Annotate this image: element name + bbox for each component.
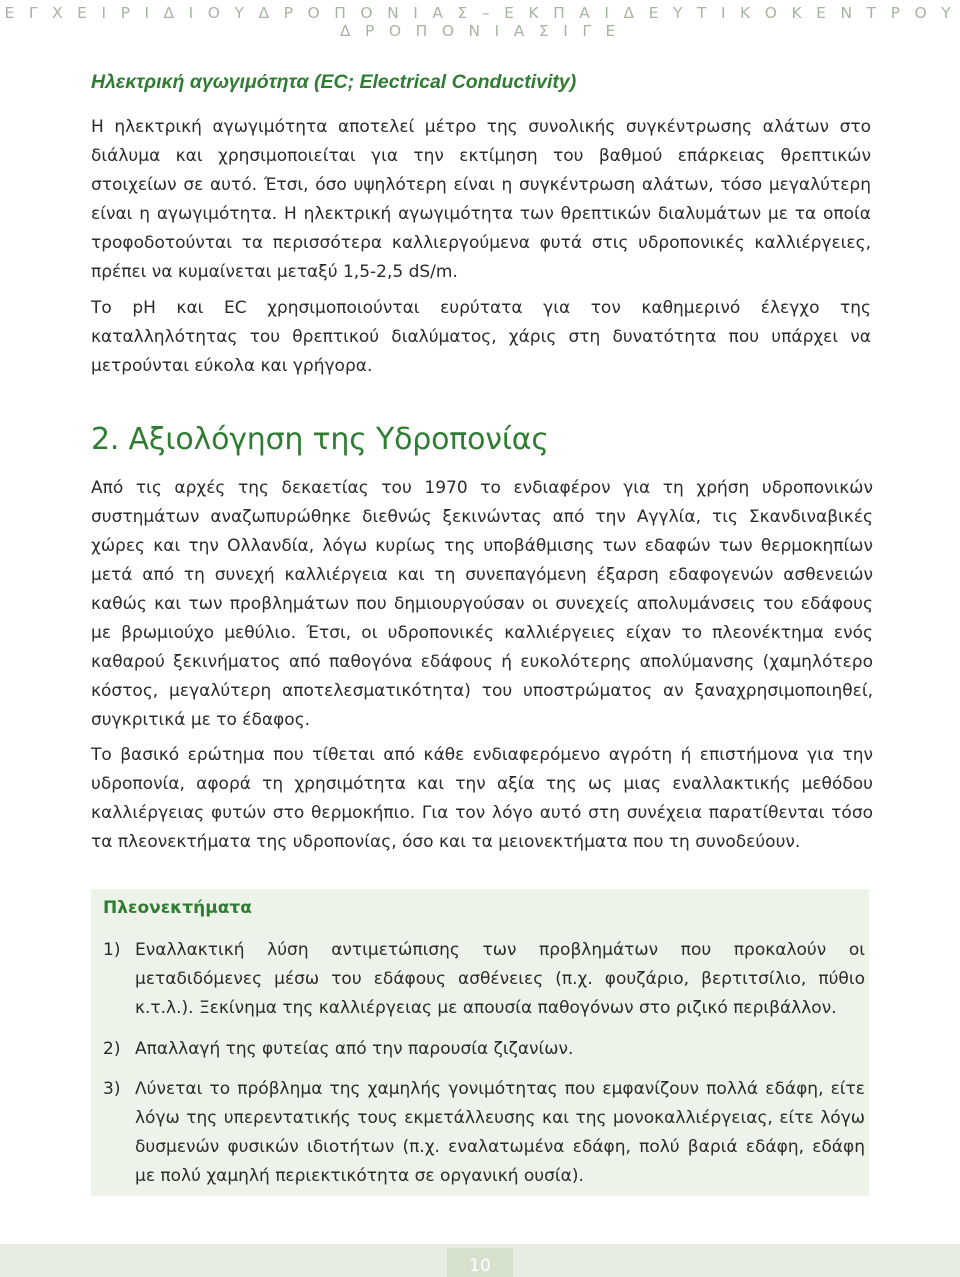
advantages-title: Πλεονεκτήματα xyxy=(103,898,252,918)
ec-paragraph-1: Η ηλεκτρική αγωγιμότητα αποτελεί μέτρο της συνολικής συγκέντρωσης αλάτων στο διάλυμα και χρησιμοποιείται για την εκτίμηση του βαθμού επάρκειας θρεπτικών στοιχείων σε αυτό. Έτσι, όσο υψηλότερη είναι η συγκέντρωση αλάτων, τόσο μεγαλύτερη είναι η αγωγιμότητα. Η ηλεκτρική αγωγιμότητα των θρεπτικών διαλυμάτων με τα οποία τροφοδοτούνται τα περισσότερα καλλιεργούμενα φυτά στις υδροπονικές καλλιέργειες, πρέπει να κυμαίνεται μεταξύ 1,5-2,5 dS/m. xyxy=(91,117,871,282)
list-item-number: 1) xyxy=(103,940,121,960)
list-item-number: 2) xyxy=(103,1039,121,1059)
page-number: 10 xyxy=(469,1256,491,1276)
chapter-heading: 2. Αξιολόγηση της Υδροπονίας xyxy=(91,422,549,457)
running-header: Ε Γ Χ Ε Ι Ρ Ι Δ Ι Ο Υ Δ Ρ Ο Π Ο Ν Ι Α Σ – Ε Κ Π Α Ι Δ Ε Υ Τ Ι Κ Ο Κ Ε Ν Τ Ρ Ο Υ Δ Ρ Ο Π Ο Ν Ι Α Σ Ι Γ Ε xyxy=(4,4,956,40)
list-item-text: Εναλλακτική λύση αντιμετώπισης των προβλημάτων που προκαλούν οι μεταδιδόμενες μέσω του εδάφους ασθένειες (π.χ. φουζάριο, βερτιτσίλιο, πύθιο κ.τ.λ.). Ξεκίνημα της καλλιέργειας με απουσία παθογόνων στο ριζικό περιβάλλον. xyxy=(135,940,865,1018)
list-item-number: 3) xyxy=(103,1079,121,1099)
section-title-ec: Ηλεκτρική αγωγιμότητα (EC; Electrical Conductivity) xyxy=(91,71,577,93)
list-item-text: Λύνεται το πρόβλημα της χαμηλής γονιμότητας που εμφανίζουν πολλά εδάφη, είτε λόγω της υπερεντατικής τους εκμετάλλευσης και της μονοκαλλιέργειας, είτε λόγω δυσμενών φυσικών ιδιοτήτων (π.χ. εναλατωμένα εδάφη, πολύ βαριά εδάφη, εδάφη με πολύ χαμηλή περιεκτικότητα σε οργανική ουσία). xyxy=(135,1079,865,1186)
evaluation-paragraph-2: Το βασικό ερώτημα που τίθεται από κάθε ενδιαφερόμενο αγρότη ή επιστήμονα για την υδροπονία, αφορά τη χρησιμότητα και την αξία της ως μιας εναλλακτικής μεθόδου καλλιέργειας φυτών στο θερμοκήπιο. Για τον λόγο αυτό στη συνέχεια παρατίθενται τόσο τα πλεονεκτήματα της υδροπονίας, όσο και τα μειονεκτήματα που τη συνοδεύουν. xyxy=(91,745,873,852)
evaluation-paragraph-1: Από τις αρχές της δεκαετίας του 1970 το ενδιαφέρον για τη χρήση υδροπονικών συστημάτων αναζωπυρώθηκε διεθνώς ξεκινώντας από την Αγγλία, τις Σκανδιναβικές χώρες και την Ολλανδία, λόγω κυρίως της υποβάθμισης των εδαφών των θερμοκηπίων μετά από τη συνεχή καλλιέργεια και τη συνεπαγόμενη έξαρση εδαφογενών ασθενειών καθώς και των προβλημάτων που δημιουργούσαν οι συνεχείς απολυμάνσεις του εδάφους με βρωμιούχο μεθύλιο. Έτσι, οι υδροπονικές καλλιέργειες είχαν το πλεονέκτημα ενός καθαρού ξεκινήματος από παθογόνα εδάφους ή ευκολότερης απολύμανσης (χαμηλότερο κόστος, μεγαλύτερη αποτελεσματικότητα) του υποστρώματος αν ξαναχρησιμοποιηθεί, συγκριτικά με το έδαφος. xyxy=(91,478,873,730)
list-item-text: Απαλλαγή της φυτείας από την παρουσία ζιζανίων. xyxy=(135,1039,574,1059)
ec-paragraph-2: Το pH και EC χρησιμοποιούνται ευρύτατα για τον καθημερινό έλεγχο της καταλληλότητας του θρεπτικού διαλύματος, χάρις στη δυνατότητα που υπάρχει να μετρούνται εύκολα και γρήγορα. xyxy=(91,298,871,376)
